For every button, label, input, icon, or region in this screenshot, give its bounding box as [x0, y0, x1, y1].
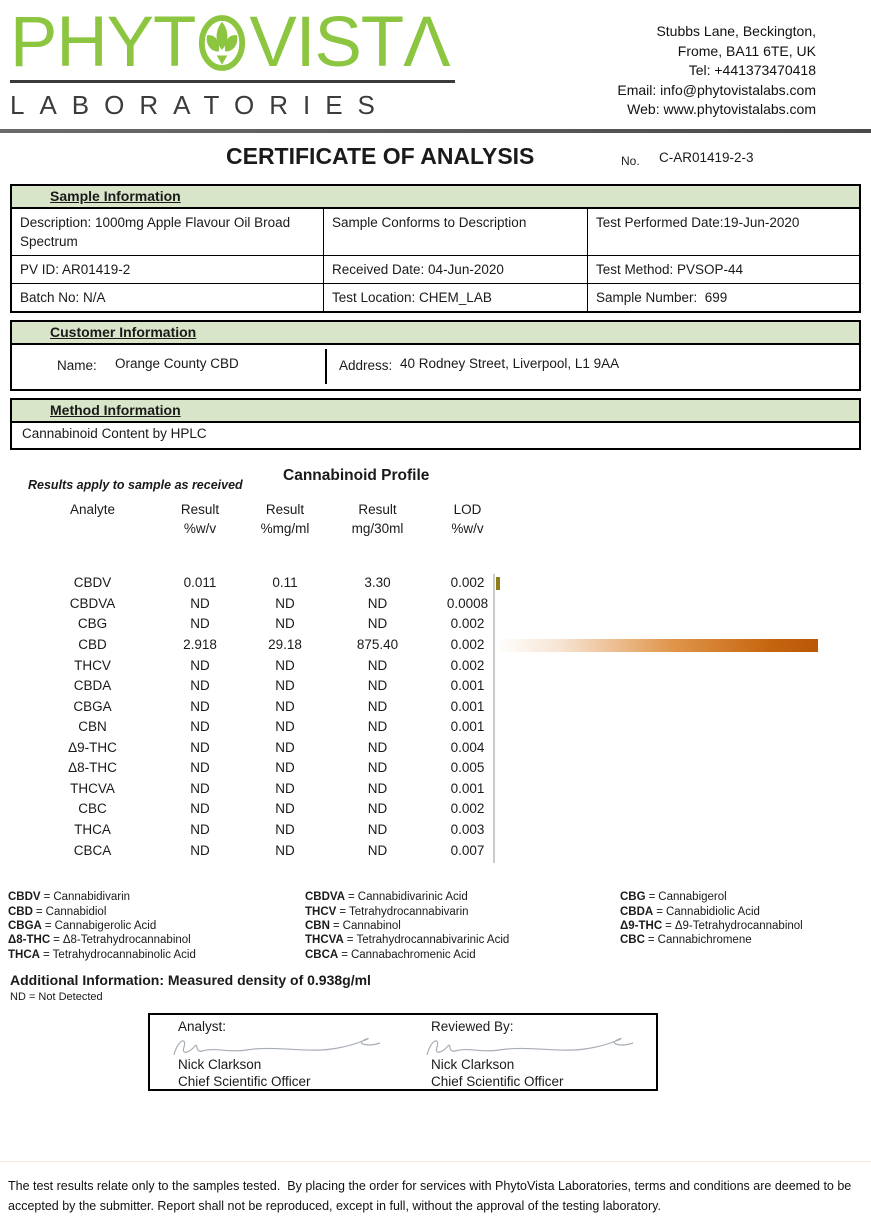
- legend-separator: =: [332, 920, 340, 933]
- legend-abbr: CBD: [8, 905, 33, 918]
- signature-box: [148, 1013, 658, 1091]
- certificate-number: C-AR01419-2-3: [659, 150, 754, 166]
- analyte-row: [25, 840, 510, 861]
- legend-separator: =: [35, 905, 43, 918]
- analyte-analyte-cell: Δ8-THC: [68, 760, 117, 776]
- sample-info-cell: Description: 1000mg Apple Flavour Oil Broad Spectrum: [12, 209, 324, 255]
- legend-name: Cannabidiol: [45, 905, 107, 918]
- profile-column-header: [425, 500, 510, 538]
- analyte-mgml-cell: ND: [275, 801, 295, 817]
- logo-text-last: Λ: [403, 3, 450, 82]
- analyte-lod-cell: 0.007: [450, 842, 485, 858]
- legend-item: [620, 933, 803, 947]
- legend-abbr: Δ8-THC: [8, 934, 51, 947]
- analyte-analyte-cell: Δ9-THC: [68, 739, 117, 755]
- logo-subtitle: LABORATORIES: [10, 80, 455, 121]
- analyte-row: [25, 737, 510, 758]
- analyte-mg30-cell: ND: [367, 657, 388, 673]
- legend-item: [305, 905, 509, 919]
- legend-separator: =: [341, 948, 348, 961]
- sample-info-cell: Test Method: PVSOP-44: [596, 262, 744, 278]
- analyte-lod-cell: 0.003: [450, 822, 485, 837]
- legend-abbr: CBG: [620, 891, 646, 904]
- customer-name: Orange County CBD: [115, 356, 239, 372]
- analyst-title: Chief Scientific Officer: [178, 1074, 311, 1090]
- sample-info-cell: Sample Conforms to Description: [324, 209, 588, 255]
- legend-name: Cannabidiolic Acid: [665, 905, 760, 918]
- analyte-row: [25, 778, 510, 799]
- analyte-lod-cell: 0.0008: [446, 595, 489, 611]
- analyte-row: [25, 634, 510, 655]
- customer-row: [12, 345, 859, 389]
- analyte-wv-cell: ND: [190, 595, 210, 611]
- legend-abbr: Δ9-THC: [620, 920, 663, 933]
- header-line2: %mg/ml: [260, 521, 310, 537]
- header-line2: %w/v: [183, 521, 217, 537]
- legend-name: Cannabigerolic Acid: [54, 920, 157, 933]
- header-line1: LOD: [453, 502, 482, 518]
- legend-abbr: CBDA: [620, 905, 654, 918]
- legend-abbr: THCA: [8, 948, 40, 961]
- method-information-header: Method Information: [12, 400, 859, 423]
- profile-title: Cannabinoid Profile: [283, 467, 430, 485]
- method-information-box: [10, 398, 861, 450]
- analyte-mgml-cell: ND: [275, 678, 295, 694]
- profile-rows: [25, 572, 510, 860]
- phone: Tel: +441373470418: [688, 62, 816, 78]
- legend-abbr: CBN: [305, 920, 330, 933]
- sample-info-row: [12, 209, 859, 255]
- analyte-row: [25, 819, 510, 840]
- legend-separator: =: [656, 905, 663, 918]
- analyte-lod-cell: 0.001: [450, 678, 485, 694]
- header-divider: [0, 129, 871, 133]
- footer: [0, 1161, 871, 1216]
- legend-abbr: CBGA: [8, 920, 42, 933]
- sample-info-table: [12, 209, 859, 311]
- analyte-row: [25, 614, 510, 635]
- analyte-mg30-cell: ND: [367, 842, 388, 858]
- analyte-row: [25, 716, 510, 737]
- analyte-mgml-cell: ND: [275, 719, 295, 735]
- email: Email: info@phytovistalabs.com: [617, 81, 816, 98]
- leaf-icon: [197, 15, 247, 71]
- header-line1: Result: [180, 502, 220, 518]
- legend-name: Δ8-Tetrahydrocannabinol: [62, 934, 191, 947]
- profile-column-header: [330, 500, 425, 538]
- analyte-lod-cell: 0.002: [450, 657, 485, 673]
- analyte-wv-cell: ND: [190, 760, 210, 776]
- density-note: Additional Information: Measured density of 0.938g/ml: [10, 972, 371, 989]
- legend-abbr: CBCA: [305, 948, 339, 961]
- title-row: [0, 143, 871, 177]
- legend-name: Cannabichromene: [657, 934, 752, 947]
- analyte-mg30-cell: ND: [367, 780, 388, 796]
- analyte-mgml-cell: ND: [275, 595, 295, 611]
- certificate-no-label: No.: [621, 154, 640, 169]
- customer-name-label: Name:: [57, 358, 97, 374]
- analyte-analyte-cell: CBGA: [73, 698, 112, 714]
- certificate-title: CERTIFICATE OF ANALYSIS: [226, 143, 535, 170]
- logo-text-after: VIST: [249, 3, 404, 82]
- analyte-analyte-cell: THCV: [74, 657, 111, 673]
- analyte-analyte-cell: CBN: [78, 719, 107, 735]
- legend-item: [8, 919, 196, 933]
- legend-name: Tetrahydrocannabivarinic Acid: [356, 934, 510, 947]
- analyte-mgml-cell: ND: [275, 822, 295, 837]
- legend-abbr: CBC: [620, 934, 645, 947]
- header-line2: %w/v: [451, 521, 484, 537]
- analyte-analyte-cell: CBDA: [73, 678, 112, 694]
- legend-item: [8, 905, 196, 919]
- analyte-wv-cell: ND: [190, 801, 210, 817]
- analyte-mgml-cell: 29.18: [268, 636, 302, 652]
- analyst-column: [150, 1015, 403, 1089]
- analyte-mg30-cell: ND: [367, 698, 388, 714]
- analyte-analyte-cell: CBD: [78, 636, 107, 652]
- customer-divider: [325, 349, 327, 384]
- header: [0, 0, 871, 121]
- analyte-analyte-cell: CBDVA: [69, 595, 116, 611]
- legend-separator: =: [43, 891, 51, 904]
- analyte-row: [25, 675, 510, 696]
- analyte-analyte-cell: THCA: [74, 822, 111, 837]
- sample-info-cell: Received Date: 04-Jun-2020: [324, 256, 588, 283]
- nd-definition: ND = Not Detected: [10, 991, 103, 1004]
- sample-info-cell: PV ID: AR01419-2: [12, 256, 324, 283]
- analyst-label: Analyst:: [178, 1019, 227, 1035]
- legend-item: [8, 890, 196, 904]
- analyte-analyte-cell: CBC: [78, 801, 107, 817]
- legend-separator: =: [339, 905, 347, 918]
- customer-information-header: Customer Information: [12, 322, 859, 345]
- analyte-mgml-cell: ND: [275, 739, 295, 755]
- legend-item: [620, 890, 803, 904]
- legend-abbr: THCVA: [305, 934, 344, 947]
- profile-column-header: [160, 500, 240, 538]
- legend-separator: =: [346, 934, 354, 947]
- profile-bar-chart: [493, 574, 825, 863]
- sample-info-cell: Sample Number: 699: [596, 290, 728, 306]
- legend-column-3: [620, 890, 803, 947]
- analyte-mg30-cell: 875.40: [356, 636, 399, 652]
- analyte-wv-cell: ND: [190, 780, 210, 796]
- legend-column-2: [305, 890, 509, 961]
- analyte-mgml-cell: 0.11: [272, 575, 298, 591]
- lab-contact-info: [617, 12, 816, 121]
- analyst-name: Nick Clarkson: [178, 1057, 262, 1073]
- analyte-mgml-cell: ND: [275, 842, 295, 858]
- analyte-row: [25, 655, 510, 676]
- results-note: Results apply to sample as received: [28, 478, 243, 493]
- cannabinoid-profile-section: [0, 464, 871, 876]
- legend-separator: =: [44, 920, 52, 933]
- legend-separator: =: [42, 948, 50, 961]
- reviewer-column: [403, 1015, 656, 1089]
- analyte-row: [25, 572, 510, 593]
- legend-separator: =: [665, 920, 672, 933]
- sample-info-cell: Test Location: CHEM_LAB: [324, 284, 588, 311]
- customer-address: 40 Rodney Street, Liverpool, L1 9AA: [400, 356, 620, 372]
- legend-item: [305, 933, 509, 947]
- analyte-mg30-cell: ND: [367, 801, 388, 817]
- legend-separator: =: [648, 891, 656, 904]
- profile-header-row: [25, 500, 510, 538]
- analyte-mg30-cell: ND: [367, 822, 388, 837]
- analyte-mgml-cell: ND: [275, 657, 295, 673]
- analyte-mg30-cell: ND: [367, 760, 388, 776]
- analyte-analyte-cell: THCVA: [70, 780, 115, 796]
- sample-info-row: [12, 283, 859, 311]
- analyte-row: [25, 799, 510, 820]
- analyte-wv-cell: 0.011: [183, 575, 217, 591]
- method-name: Cannabinoid Content by HPLC: [22, 426, 207, 442]
- legend-name: Δ9-Tetrahydrocannabinol: [674, 920, 803, 933]
- legend-item: [8, 948, 196, 962]
- analyte-lod-cell: 0.001: [450, 719, 485, 735]
- legend-separator: =: [647, 934, 655, 947]
- website: Web: www.phytovistalabs.com: [627, 101, 816, 117]
- analyte-wv-cell: ND: [190, 739, 210, 755]
- reviewer-title: Chief Scientific Officer: [431, 1074, 564, 1090]
- analyte-lod-cell: 0.005: [450, 760, 485, 776]
- analyte-mgml-cell: ND: [275, 698, 295, 714]
- analyte-mg30-cell: 3.30: [364, 575, 391, 591]
- analyte-lod-cell: 0.002: [450, 575, 485, 591]
- analyte-mgml-cell: ND: [275, 616, 295, 632]
- legend-abbr: CBDV: [8, 891, 41, 904]
- result-bar-cbdv: [496, 577, 500, 590]
- phytovista-logo: [10, 3, 455, 121]
- customer-information-box: [10, 320, 861, 391]
- analyte-row: [25, 758, 510, 779]
- analyte-wv-cell: ND: [190, 616, 210, 632]
- analyte-lod-cell: 0.004: [450, 739, 485, 755]
- legend-column-1: [8, 890, 196, 961]
- legend-item: [305, 948, 509, 962]
- header-line1: Result: [265, 502, 305, 518]
- legend-name: Cannabigerol: [658, 891, 727, 904]
- analyte-lod-cell: 0.002: [450, 636, 485, 652]
- address-line-1: Stubbs Lane, Beckington,: [656, 23, 816, 39]
- legend-item: [305, 890, 509, 904]
- legend-name: Cannabinol: [342, 920, 401, 933]
- legend-item: [305, 919, 509, 933]
- legend-name: Cannabidivarin: [53, 891, 131, 904]
- customer-address-label: Address:: [339, 358, 393, 374]
- profile-column-header: [240, 500, 330, 538]
- analyte-mgml-cell: ND: [275, 760, 295, 776]
- sample-information-box: [10, 184, 861, 313]
- analyte-mg30-cell: ND: [367, 739, 388, 755]
- analyte-mgml-cell: ND: [275, 780, 295, 796]
- analyte-row: [25, 593, 510, 614]
- profile-column-header: [25, 500, 160, 538]
- analyte-mg30-cell: ND: [367, 719, 388, 735]
- additional-information: [10, 972, 871, 1003]
- legend-separator: =: [53, 934, 60, 947]
- reviewer-name: Nick Clarkson: [431, 1057, 515, 1073]
- legend-name: Cannabachromenic Acid: [350, 948, 476, 961]
- address-line-2: Frome, BA11 6TE, UK: [677, 42, 816, 59]
- logo-wordmark: [10, 3, 455, 82]
- analyte-wv-cell: ND: [190, 822, 210, 837]
- analyte-wv-cell: ND: [190, 657, 210, 673]
- analyte-lod-cell: 0.002: [450, 801, 485, 817]
- header-line1: Result: [358, 502, 397, 518]
- legend-abbr: THCV: [305, 905, 337, 918]
- reviewed-by-label: Reviewed By:: [431, 1019, 514, 1035]
- legend-name: Tetrahydrocannabinolic Acid: [52, 948, 196, 961]
- analyte-mg30-cell: ND: [367, 616, 388, 632]
- sample-info-cell: Test Performed Date:19-Jun-2020: [596, 215, 800, 231]
- disclaimer-text: The test results relate only to the samples tested. By placing the order for services with PhytoVista Laboratories, terms and conditions are deemed to be accepted by the submitter. Report shall not be reproduced, except in full, without the approval of the testing laboratory.: [8, 1179, 855, 1213]
- analyte-mg30-cell: ND: [367, 595, 388, 611]
- analyte-wv-cell: ND: [190, 698, 210, 714]
- sample-information-header: Sample Information: [12, 186, 859, 209]
- legend-item: [620, 905, 803, 919]
- analyte-analyte-cell: CBDV: [73, 575, 112, 591]
- legend-name: Tetrahydrocannabivarin: [349, 905, 469, 918]
- legend-item: [8, 933, 196, 947]
- header-line1: Analyte: [69, 502, 116, 518]
- abbreviations-legend: [0, 890, 871, 968]
- analyte-mg30-cell: ND: [367, 678, 388, 694]
- analyte-wv-cell: ND: [190, 719, 210, 735]
- logo-text-before: PHYT: [10, 3, 196, 82]
- sample-info-cell: Batch No: N/A: [12, 284, 324, 311]
- analyte-wv-cell: ND: [190, 842, 210, 858]
- analyte-row: [25, 696, 510, 717]
- analyte-lod-cell: 0.001: [450, 698, 485, 714]
- sample-info-row: [12, 255, 859, 283]
- analyte-wv-cell: 2.918: [183, 636, 217, 652]
- legend-separator: =: [348, 891, 355, 904]
- result-bar-cbd: [496, 639, 818, 652]
- analyte-lod-cell: 0.001: [450, 780, 485, 796]
- analyte-lod-cell: 0.002: [450, 616, 485, 632]
- analyte-analyte-cell: CBCA: [73, 842, 112, 858]
- analyte-analyte-cell: CBG: [77, 616, 108, 632]
- header-line2: mg/30ml: [351, 521, 404, 537]
- legend-abbr: CBDVA: [305, 891, 346, 904]
- analyte-wv-cell: ND: [190, 678, 210, 694]
- legend-name: Cannabidivarinic Acid: [357, 891, 468, 904]
- legend-item: [620, 919, 803, 933]
